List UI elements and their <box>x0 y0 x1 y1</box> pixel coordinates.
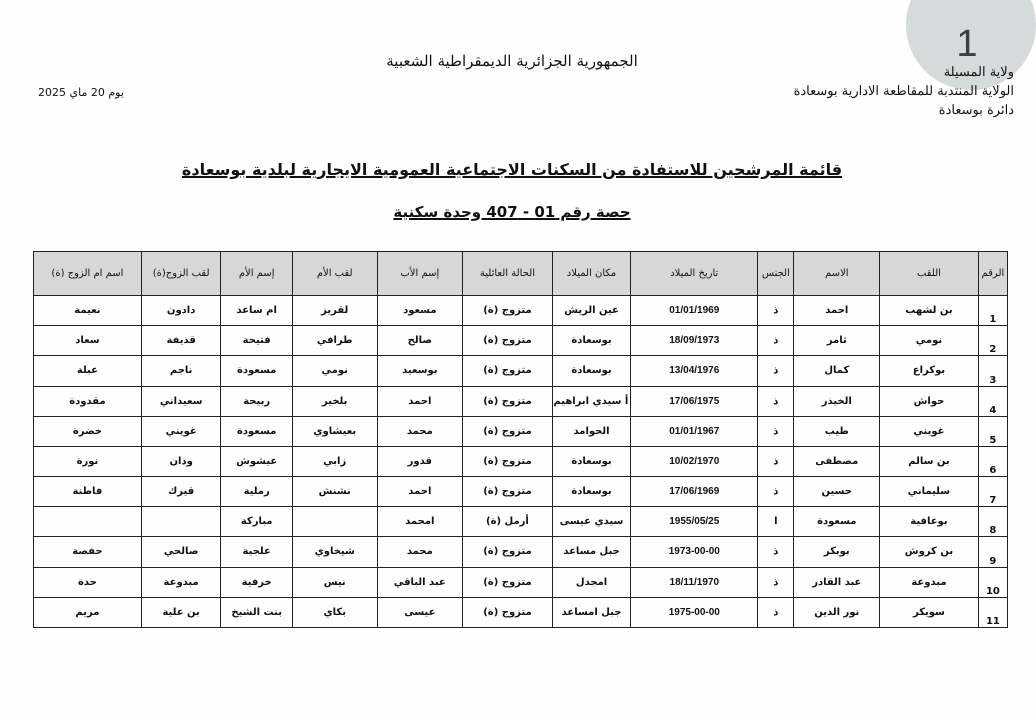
beneficiaries-table <box>33 251 1008 628</box>
table-cell: فاطنة <box>34 477 142 507</box>
table-cell: متزوج (ة) <box>463 446 553 476</box>
table-cell: 3 <box>978 356 1007 386</box>
table-cell: سعاد <box>34 326 142 356</box>
table-cell: وذان <box>141 446 221 476</box>
table-cell: صالح <box>377 326 463 356</box>
document-date: يوم 20 ماي 2025 <box>38 86 124 99</box>
table-cell: متزوج (ة) <box>463 356 553 386</box>
table-cell: فتيحة <box>221 326 293 356</box>
table-cell: نعيمة <box>34 296 142 326</box>
column-header: تاريخ الميلاد <box>631 252 758 296</box>
table-cell: نورة <box>34 446 142 476</box>
table-cell: 5 <box>978 416 1007 446</box>
table-cell: 11 <box>978 597 1007 627</box>
table-cell: ثامر <box>794 326 880 356</box>
table-cell: عين الريش <box>552 296 631 326</box>
table-cell: نومي <box>880 326 979 356</box>
table-cell: احمد <box>377 477 463 507</box>
table-cell: بوسعيد <box>377 356 463 386</box>
column-header: لقب الزوج(ة) <box>141 252 221 296</box>
table-cell <box>34 507 142 537</box>
table-cell: متزوج (ة) <box>463 326 553 356</box>
table-row <box>34 477 1008 507</box>
table-cell: علجية <box>221 537 293 567</box>
table-cell: نومي <box>292 356 377 386</box>
republic-header: الجمهورية الجزائرية الديمقراطية الشعبية <box>386 52 638 70</box>
table-cell: جبل امساعد <box>552 597 631 627</box>
table-cell: بوبكر <box>794 537 880 567</box>
column-header: إسم الأم <box>221 252 293 296</box>
column-header: الحالة العائلية <box>463 252 553 296</box>
table-cell: بوسعادة <box>552 446 631 476</box>
column-header: الجنس <box>758 252 794 296</box>
column-header: الرقم <box>978 252 1007 296</box>
table-cell: 1973-00-00 <box>631 537 758 567</box>
table-cell: ذ <box>758 416 794 446</box>
table-cell: مسعود <box>377 296 463 326</box>
table-cell: حواش <box>880 386 979 416</box>
table-cell: 6 <box>978 446 1007 476</box>
table-cell: 10/02/1970 <box>631 446 758 476</box>
table-cell <box>141 507 221 537</box>
table-cell: محمد <box>377 537 463 567</box>
table-cell: حدة <box>34 567 142 597</box>
delegated-wilaya-line: الولاية المنتدبة للمقاطعة الادارية بوسعادة <box>793 84 1014 99</box>
table-cell: قدور <box>377 446 463 476</box>
table-cell: ربيحة <box>221 386 293 416</box>
table-cell: الحوامد <box>552 416 631 446</box>
column-header: إسم الأب <box>377 252 463 296</box>
table-cell: مصطفى <box>794 446 880 476</box>
table-cell: 4 <box>978 386 1007 416</box>
table-cell: مسعودة <box>221 416 293 446</box>
table-cell: ا <box>758 507 794 537</box>
table-cell: 1955/05/25 <box>631 507 758 537</box>
table-cell: 8 <box>978 507 1007 537</box>
administration-header <box>793 65 1014 146</box>
table-cell: ذ <box>758 446 794 476</box>
table-cell: بنت الشيخ <box>221 597 293 627</box>
table-cell: ذ <box>758 356 794 386</box>
table-cell: قذيفة <box>141 326 221 356</box>
table-cell: كمال <box>794 356 880 386</box>
table-cell: عيشوش <box>221 446 293 476</box>
table-cell: نور الدين <box>794 597 880 627</box>
table-cell: ذ <box>758 386 794 416</box>
column-header: الاسم <box>794 252 880 296</box>
table-row <box>34 446 1008 476</box>
table-cell: 18/09/1973 <box>631 326 758 356</box>
table-cell: دادون <box>141 296 221 326</box>
table-cell: عبد الباقي <box>377 567 463 597</box>
table-row <box>34 356 1008 386</box>
table-cell: بوعافية <box>880 507 979 537</box>
table-cell: غويني <box>141 416 221 446</box>
table-cell: أرمل (ة) <box>463 507 553 537</box>
table-row <box>34 326 1008 356</box>
table-cell: ذ <box>758 537 794 567</box>
table-cell: بعيشاوي <box>292 416 377 446</box>
table-cell: حفصة <box>34 537 142 567</box>
table-cell: ذ <box>758 326 794 356</box>
table-cell: لقريز <box>292 296 377 326</box>
table-cell: 17/06/1969 <box>631 477 758 507</box>
table-cell: جبل مساعد <box>552 537 631 567</box>
table-row <box>34 507 1008 537</box>
table-cell: سعيداني <box>141 386 221 416</box>
table-cell: خضرة <box>34 416 142 446</box>
table-cell: احمد <box>377 386 463 416</box>
page-number: 1 <box>956 22 978 65</box>
table-cell: عبلة <box>34 356 142 386</box>
table-cell: صالحي <box>141 537 221 567</box>
table-cell: ذ <box>758 477 794 507</box>
column-header: اسم ام الزوج (ة) <box>34 252 142 296</box>
table-header-row <box>34 252 1008 296</box>
table-cell: 7 <box>978 477 1007 507</box>
table-cell: متزوج (ة) <box>463 296 553 326</box>
table-cell: حسين <box>794 477 880 507</box>
table-cell: زابي <box>292 446 377 476</box>
table-cell: بن سالم <box>880 446 979 476</box>
table-cell: ذ <box>758 567 794 597</box>
table-row <box>34 537 1008 567</box>
table-cell: ناجم <box>141 356 221 386</box>
table-cell: شيخاوي <box>292 537 377 567</box>
table-cell: ذ <box>758 296 794 326</box>
table-cell: متزوج (ة) <box>463 386 553 416</box>
table-cell: بوسعادة <box>552 326 631 356</box>
table-cell: امجدل <box>552 567 631 597</box>
table-cell: مبدوعة <box>880 567 979 597</box>
table-cell: 17/06/1975 <box>631 386 758 416</box>
table-cell: سليماني <box>880 477 979 507</box>
table-row <box>34 296 1008 326</box>
daira-line: دائرة بوسعادة <box>938 103 1014 118</box>
table-cell: مبدوعة <box>141 567 221 597</box>
table-cell: مريم <box>34 597 142 627</box>
table-cell: نيس <box>292 567 377 597</box>
table-cell: بلخير <box>292 386 377 416</box>
table-row <box>34 416 1008 446</box>
table-cell: احمد <box>794 296 880 326</box>
table-cell: مسعودة <box>794 507 880 537</box>
table-cell: غويني <box>880 416 979 446</box>
table-cell: عيسى <box>377 597 463 627</box>
table-cell: 13/04/1976 <box>631 356 758 386</box>
column-header: لقب الأم <box>292 252 377 296</box>
table-cell: 1975-00-00 <box>631 597 758 627</box>
table-cell: الخيذر <box>794 386 880 416</box>
table-cell: متزوج (ة) <box>463 477 553 507</box>
table-cell: 01/01/1967 <box>631 416 758 446</box>
table-cell: بن علية <box>141 597 221 627</box>
table-cell: سويكر <box>880 597 979 627</box>
table-cell: مقدودة <box>34 386 142 416</box>
table-cell: متزوج (ة) <box>463 597 553 627</box>
table-cell: أ سيدي ابراهيم <box>552 386 631 416</box>
wilaya-line: ولاية المسيلة <box>943 65 1014 80</box>
table-cell: بوسعادة <box>552 356 631 386</box>
column-header: اللقب <box>880 252 979 296</box>
table-cell: 01/01/1969 <box>631 296 758 326</box>
table-cell: متزوج (ة) <box>463 567 553 597</box>
table-cell: بكاي <box>292 597 377 627</box>
table-cell: بن لشهب <box>880 296 979 326</box>
table-row <box>34 597 1008 627</box>
table-cell: 10 <box>978 567 1007 597</box>
table-cell: متزوج (ة) <box>463 416 553 446</box>
table-cell: بن كروش <box>880 537 979 567</box>
table-cell: سيدي عيسى <box>552 507 631 537</box>
table-cell: مسعودة <box>221 356 293 386</box>
table-cell: نشنش <box>292 477 377 507</box>
table-cell: 1 <box>978 296 1007 326</box>
column-header: مكان الميلاد <box>552 252 631 296</box>
table-cell: محمد <box>377 416 463 446</box>
table-cell: 18/11/1970 <box>631 567 758 597</box>
table-cell: ذ <box>758 597 794 627</box>
table-cell: عبد القادر <box>794 567 880 597</box>
table-cell: طرافي <box>292 326 377 356</box>
table-cell: خرفية <box>221 567 293 597</box>
table-cell: بوسعادة <box>552 477 631 507</box>
table-row <box>34 567 1008 597</box>
table-cell: قيرك <box>141 477 221 507</box>
table-cell: طيب <box>794 416 880 446</box>
table-cell: مباركة <box>221 507 293 537</box>
table-cell: بوكراع <box>880 356 979 386</box>
table-cell: متزوج (ة) <box>463 537 553 567</box>
table-cell: امحمد <box>377 507 463 537</box>
table-cell: 2 <box>978 326 1007 356</box>
table-body <box>34 296 1008 628</box>
list-title: قائمة المرشحين للاستفادة من السكنات الاجتماعية العمومية الايجارية لبلدية بوسعادة <box>181 160 843 179</box>
batch-subtitle: حصة رقم 01 - 407 وحدة سكنية <box>393 203 631 221</box>
table-cell <box>292 507 377 537</box>
table-cell: 9 <box>978 537 1007 567</box>
table-cell: ام ساعد <box>221 296 293 326</box>
table-row <box>34 386 1008 416</box>
table-cell: رملية <box>221 477 293 507</box>
